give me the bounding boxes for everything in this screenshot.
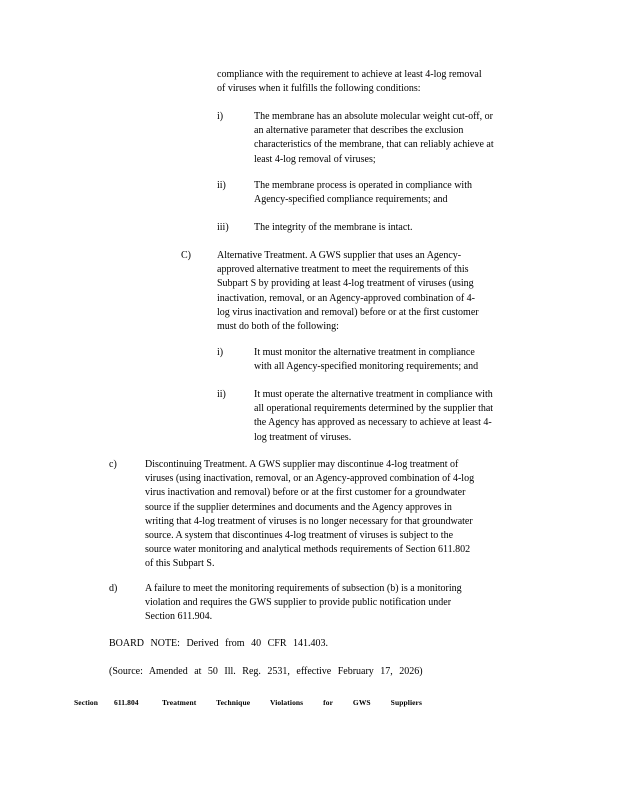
alternative-treatment-paragraph: [217, 249, 533, 334]
text-line: Subpart S by providing at least 4-log treatment of viruses (using: [217, 278, 474, 290]
section-title: Treatment Technique Violations for GWS Suppliers: [161, 698, 423, 707]
source-note: (Source: Amended at 50 Ill. Reg. 2531, effective February 17, 2026): [109, 666, 423, 677]
text-line: The integrity of the membrane is intact.: [254, 222, 413, 233]
text-line: A failure to meet the monitoring requirements of subsection (b) is a monitoring: [145, 583, 462, 594]
text-line: log virus inactivation and removal) before or at the first customer: [217, 306, 479, 318]
section-label: Section: [74, 698, 99, 707]
text-line: Section 611.904.: [145, 611, 213, 623]
text-line: least 4-log removal of viruses;: [254, 153, 376, 165]
text-line: must do both of the following:: [217, 321, 339, 333]
item-marker: i): [217, 111, 224, 122]
text-line: of this Subpart S.: [145, 558, 215, 570]
next-section-heading: [74, 698, 422, 707]
text-line: Discontinuing Treatment. A GWS supplier may discontinue 4-log treatment of: [145, 459, 459, 470]
subsection-marker: d): [109, 583, 118, 594]
text-line: The membrane has an absolute molecular weight cut-off, or: [254, 111, 493, 122]
operate-treatment-item: [254, 388, 541, 445]
section-number: 611.804: [113, 698, 139, 707]
membrane-cutoff-item: [254, 110, 541, 167]
board-note: BOARD NOTE: Derived from 40 CFR 141.403.: [109, 638, 328, 649]
text-line: source. A system that discontinues 4-log treatment of viruses is subject to the: [145, 530, 454, 542]
text-line: compliance with the requirement to achieve at least 4-log removal: [217, 69, 482, 80]
monitor-treatment-item: [254, 346, 541, 374]
text-line: the Agency has approved as necessary to achieve at least 4-: [254, 417, 492, 429]
text-line: of viruses when it fulfills the following conditions:: [217, 83, 421, 95]
text-line: inactivation, removal, or an Agency-approved combination of 4-: [217, 292, 475, 304]
subsection-marker: c): [109, 459, 117, 470]
text-line: writing that 4-log treatment of viruses is no longer necessary for that groundwater: [145, 515, 473, 527]
text-line: log treatment of viruses.: [254, 431, 352, 443]
text-line: Alternative Treatment. A GWS supplier that uses an Agency-: [217, 250, 462, 261]
text-line: an alternative parameter that describes the exclusion: [254, 125, 464, 137]
text-line: source water monitoring and analytical methods requirements of Section 611.802: [145, 544, 471, 556]
intro-paragraph: [217, 68, 531, 96]
item-marker: iii): [217, 222, 229, 233]
text-line: approved alternative treatment to meet the requirements of this: [217, 264, 469, 276]
text-line: viruses (using inactivation, removal, or an Agency-approved combination of 4-log: [145, 473, 475, 485]
item-marker: ii): [217, 180, 226, 191]
text-line: It must operate the alternative treatment in compliance with: [254, 389, 493, 400]
text-line: all operational requirements determined by the supplier that: [254, 403, 494, 415]
text-line: violation and requires the GWS supplier to provide public notification under: [145, 597, 452, 609]
membrane-integrity-item: [254, 221, 541, 235]
monitoring-violation-paragraph: [145, 582, 525, 625]
item-marker: i): [217, 347, 224, 358]
text-line: virus inactivation and removal) before or at the first customer for a groundwater: [145, 487, 466, 499]
text-line: with all Agency-specified monitoring requirements; and: [254, 361, 479, 373]
text-line: characteristics of the membrane, that can reliably achieve at: [254, 139, 494, 151]
text-line: Agency-specified compliance requirements; and: [254, 194, 448, 206]
text-line: source if the supplier determines and documents and the Agency approves in: [145, 501, 452, 513]
discontinuing-treatment-paragraph: [145, 458, 541, 572]
subsection-marker: C): [181, 250, 191, 261]
item-marker: ii): [217, 389, 226, 400]
text-line: It must monitor the alternative treatment in compliance: [254, 347, 475, 358]
membrane-process-item: [254, 179, 541, 207]
text-line: The membrane process is operated in compliance with: [254, 180, 472, 191]
